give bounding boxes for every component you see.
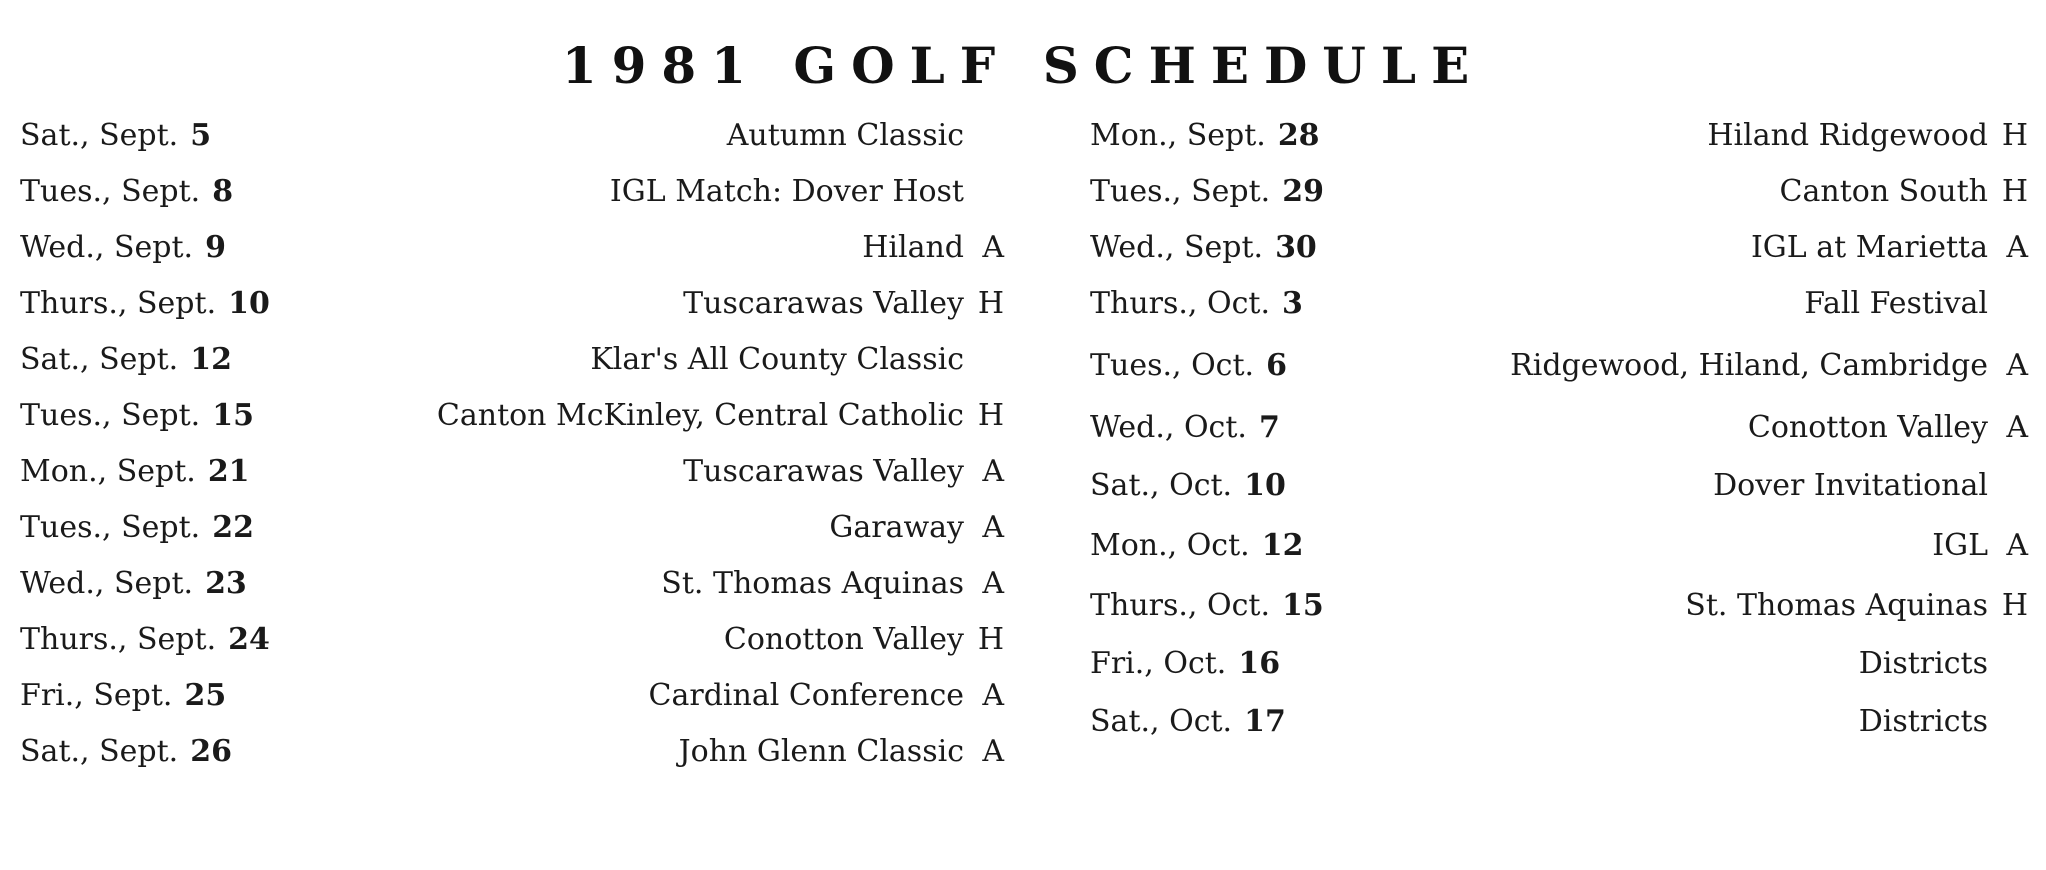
schedule-row — [1090, 168, 2040, 216]
event-venue: H — [977, 622, 1004, 657]
schedule-date — [20, 616, 270, 664]
date-day-number: 12 — [190, 342, 232, 377]
schedule-row — [1090, 640, 2040, 688]
date-day-number: 21 — [207, 454, 250, 489]
event-name: IGL Match: Dover Host — [609, 174, 964, 209]
event-venue: A — [982, 230, 1004, 265]
event-venue: H — [2001, 174, 2028, 209]
schedule-date — [20, 504, 254, 552]
schedule-event — [727, 112, 1004, 160]
schedule-row — [20, 280, 1020, 328]
schedule-event — [1859, 698, 2028, 746]
schedule-row — [1090, 462, 2040, 510]
schedule-row — [20, 392, 1020, 440]
schedule-date — [1090, 582, 1324, 630]
date-weekday-month: Wed., Sept. — [20, 230, 194, 265]
schedule-event — [862, 224, 1004, 272]
event-name: Cardinal Conference — [648, 678, 964, 713]
schedule-event — [437, 392, 1004, 440]
schedule-row — [20, 728, 1020, 776]
date-weekday-month: Tues., Sept. — [20, 510, 201, 545]
date-weekday-month: Wed., Sept. — [20, 566, 194, 601]
schedule-event — [724, 616, 1004, 664]
schedule-row — [1090, 522, 2040, 570]
schedule-row — [20, 112, 1020, 160]
date-day-number: 3 — [1282, 286, 1303, 321]
schedule-date — [1090, 112, 1320, 160]
event-name: Fall Festival — [1804, 286, 1988, 321]
schedule-date — [1090, 462, 1286, 510]
schedule-event — [661, 560, 1004, 608]
date-day-number: 6 — [1266, 348, 1287, 383]
schedule-date — [20, 168, 233, 216]
date-weekday-month: Mon., Sept. — [20, 454, 196, 489]
schedule-row — [20, 336, 1020, 384]
date-weekday-month: Wed., Sept. — [1090, 230, 1264, 265]
schedule-date — [1090, 404, 1280, 452]
schedule-row — [1090, 404, 2040, 452]
date-day-number: 10 — [1244, 468, 1286, 503]
schedule-event — [679, 728, 1004, 776]
event-name: Conotton Valley — [1747, 410, 1988, 445]
schedule-event — [1748, 404, 2028, 452]
date-day-number: 12 — [1261, 528, 1304, 563]
date-weekday-month: Mon., Sept. — [1090, 118, 1266, 153]
schedule-row — [1090, 582, 2040, 630]
event-venue: A — [982, 678, 1004, 713]
date-day-number: 7 — [1258, 410, 1280, 445]
schedule-row — [1090, 280, 2040, 328]
schedule-date — [1090, 168, 1324, 216]
event-name: Klar's All County Classic — [590, 342, 964, 377]
event-venue: H — [2001, 118, 2028, 153]
date-weekday-month: Thurs., Oct. — [1090, 588, 1270, 623]
date-weekday-month: Sat., Oct. — [1090, 704, 1233, 739]
date-weekday-month: Sat., Sept. — [20, 118, 179, 153]
schedule-event — [683, 448, 1004, 496]
schedule-row — [20, 672, 1020, 720]
schedule-date — [20, 280, 270, 328]
event-name: St. Thomas Aquinas — [1685, 588, 1988, 623]
event-name: Garaway — [829, 510, 964, 545]
date-weekday-month: Wed., Oct. — [1090, 410, 1247, 445]
schedule-date — [1090, 522, 1303, 570]
schedule-date — [1090, 698, 1286, 746]
date-day-number: 10 — [228, 286, 270, 321]
date-day-number: 30 — [1275, 230, 1317, 265]
schedule-event — [829, 504, 1004, 552]
event-name: IGL — [1932, 528, 1988, 563]
schedule-date — [20, 448, 250, 496]
schedule-event — [1932, 522, 2028, 570]
event-name: Hiland Ridgewood — [1707, 118, 1988, 153]
event-venue: H — [2001, 588, 2028, 623]
date-day-number: 16 — [1238, 646, 1281, 681]
schedule-date — [20, 112, 211, 160]
event-venue: H — [977, 286, 1004, 321]
date-day-number: 22 — [212, 510, 254, 545]
event-name: John Glenn Classic — [678, 734, 964, 769]
schedule-date — [1090, 342, 1287, 390]
schedule-row — [20, 504, 1020, 552]
schedule-event — [649, 672, 1004, 720]
schedule-row — [1090, 342, 2040, 390]
schedule-date — [20, 224, 226, 272]
page-title: 1981 GOLF SCHEDULE — [561, 36, 1485, 95]
event-name: Ridgewood, Hiland, Cambridge — [1510, 348, 1988, 383]
event-name: Autumn Classic — [726, 118, 964, 153]
schedule-date — [20, 672, 226, 720]
date-weekday-month: Thurs., Sept. — [20, 286, 217, 321]
schedule-event — [683, 280, 1004, 328]
date-day-number: 15 — [1282, 588, 1324, 623]
schedule-row — [1090, 112, 2040, 160]
event-venue: A — [982, 510, 1004, 545]
schedule-event — [1685, 582, 2028, 630]
schedule-row — [20, 224, 1020, 272]
schedule-date — [20, 392, 254, 440]
date-day-number: 29 — [1282, 174, 1324, 209]
schedule-date — [20, 560, 247, 608]
date-weekday-month: Fri., Sept. — [20, 678, 173, 713]
event-name: IGL at Marietta — [1750, 230, 1988, 265]
schedule-event — [1510, 342, 2028, 390]
event-venue: A — [982, 454, 1004, 489]
event-venue: A — [982, 566, 1004, 601]
schedule-row — [20, 616, 1020, 664]
date-day-number: 15 — [212, 398, 254, 433]
date-weekday-month: Thurs., Sept. — [20, 622, 217, 657]
schedule-date — [20, 336, 232, 384]
schedule-event — [1751, 224, 2028, 272]
date-day-number: 25 — [184, 678, 227, 713]
schedule-event — [1707, 112, 2028, 160]
event-name: Districts — [1858, 646, 1988, 681]
event-name: Districts — [1858, 704, 1988, 739]
schedule-row — [20, 168, 1020, 216]
event-name: Conotton Valley — [723, 622, 964, 657]
date-weekday-month: Tues., Sept. — [1090, 174, 1271, 209]
event-name: Hiland — [862, 230, 964, 265]
event-venue: A — [2006, 230, 2028, 265]
date-weekday-month: Thurs., Oct. — [1090, 286, 1270, 321]
schedule-event — [1804, 280, 2028, 328]
schedule-row — [20, 448, 1020, 496]
event-name: Canton South — [1779, 174, 1988, 209]
event-venue: H — [977, 398, 1004, 433]
event-name: St. Thomas Aquinas — [661, 566, 964, 601]
event-venue: A — [2006, 410, 2028, 445]
event-name: Dover Invitational — [1713, 468, 1988, 503]
schedule-row — [1090, 698, 2040, 746]
date-weekday-month: Tues., Oct. — [1090, 348, 1255, 383]
date-weekday-month: Sat., Sept. — [20, 342, 179, 377]
date-day-number: 8 — [212, 174, 234, 209]
schedule-date — [20, 728, 232, 776]
schedule-event — [1780, 168, 2028, 216]
schedule-event — [1713, 462, 2028, 510]
event-venue: A — [982, 734, 1004, 769]
date-day-number: 26 — [190, 734, 232, 769]
date-day-number: 23 — [205, 566, 247, 601]
event-name: Tuscarawas Valley — [683, 454, 964, 489]
event-venue: A — [2006, 348, 2028, 383]
date-day-number: 9 — [205, 230, 226, 265]
date-day-number: 24 — [228, 622, 270, 657]
schedule-event — [1859, 640, 2028, 688]
schedule-date — [1090, 640, 1280, 688]
schedule-date — [1090, 224, 1317, 272]
date-weekday-month: Fri., Oct. — [1090, 646, 1227, 681]
schedule-event — [610, 168, 1004, 216]
date-weekday-month: Tues., Sept. — [20, 174, 201, 209]
event-name: Canton McKinley, Central Catholic — [436, 398, 964, 433]
event-name: Tuscarawas Valley — [683, 286, 964, 321]
date-weekday-month: Tues., Sept. — [20, 398, 201, 433]
event-venue: A — [2006, 528, 2028, 563]
date-day-number: 5 — [190, 118, 212, 153]
schedule-row — [20, 560, 1020, 608]
schedule-event — [590, 336, 1004, 384]
date-weekday-month: Sat., Sept. — [20, 734, 179, 769]
date-weekday-month: Mon., Oct. — [1090, 528, 1250, 563]
date-day-number: 17 — [1244, 704, 1286, 739]
date-day-number: 28 — [1277, 118, 1320, 153]
schedule-row — [1090, 224, 2040, 272]
schedule-date — [1090, 280, 1303, 328]
date-weekday-month: Sat., Oct. — [1090, 468, 1233, 503]
